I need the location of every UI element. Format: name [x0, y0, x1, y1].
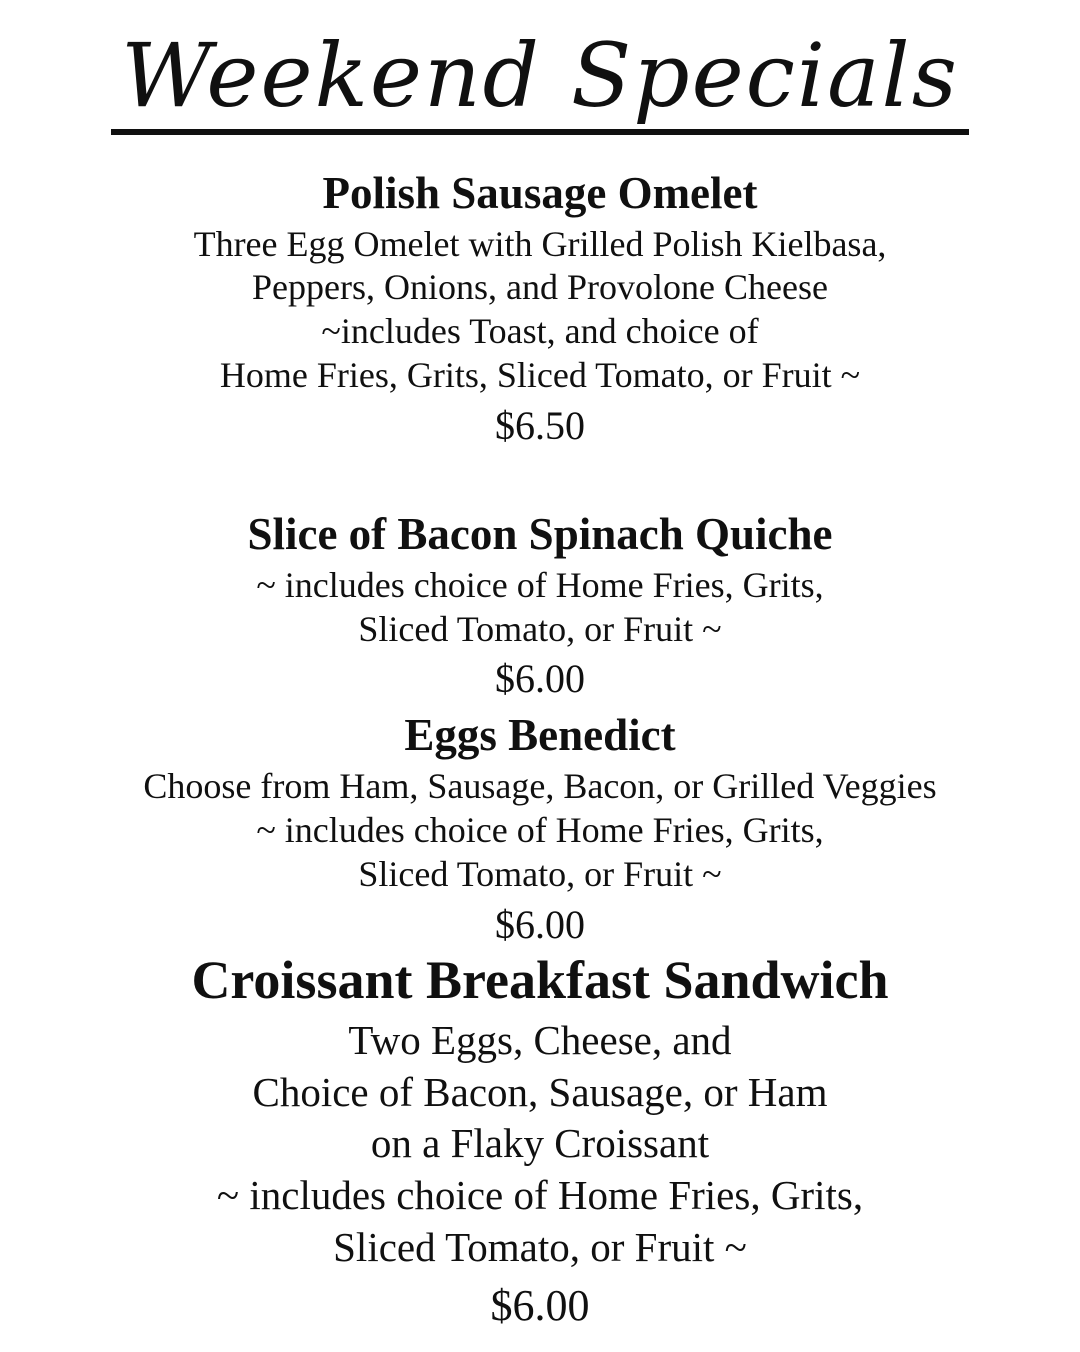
menu-item-eggs-benedict	[0, 711, 1080, 950]
menu-item-bacon-spinach-quiche	[0, 510, 1080, 705]
item-price: $6.00	[495, 901, 585, 947]
item-description-line: on a Flaky Croissant	[370, 1120, 710, 1167]
item-name: Croissant Breakfast Sandwich	[191, 949, 889, 1010]
item-description-line: Sliced Tomato, or Fruit ~	[333, 1223, 747, 1270]
item-name: Slice of Bacon Spinach Quiche	[247, 509, 833, 560]
menu-header	[0, 24, 1080, 135]
menu-title: Weekend Specials	[111, 28, 969, 135]
item-description-line: ~includes Toast, and choice of	[321, 311, 759, 352]
menu-item-polish-sausage-omelet	[0, 169, 1080, 452]
item-description-line: Sliced Tomato, or Fruit ~	[358, 853, 722, 894]
item-description-line: ~ includes choice of Home Fries, Grits,	[256, 564, 824, 605]
item-description-line: Home Fries, Grits, Sliced Tomato, or Fruit ~	[219, 355, 861, 396]
item-name: Polish Sausage Omelet	[322, 168, 758, 219]
menu-item-croissant-breakfast-sandwich	[0, 951, 1080, 1335]
item-description-line: Choice of Bacon, Sausage, or Ham	[252, 1068, 828, 1115]
item-description-line: ~ includes choice of Home Fries, Grits,	[256, 809, 824, 850]
item-description-line: Three Egg Omelet with Grilled Polish Kielbasa,	[193, 223, 887, 264]
item-name: Eggs Benedict	[404, 710, 676, 761]
item-description-line: Sliced Tomato, or Fruit ~	[358, 608, 722, 649]
item-price: $6.00	[490, 1281, 590, 1331]
item-price: $6.00	[495, 656, 585, 702]
item-description-line: Peppers, Onions, and Provolone Cheese	[252, 267, 828, 308]
item-description-line: Choose from Ham, Sausage, Bacon, or Grilled Veggies	[143, 765, 937, 806]
item-description-line: Two Eggs, Cheese, and	[348, 1017, 732, 1063]
item-description-line: ~ includes choice of Home Fries, Grits,	[216, 1171, 864, 1218]
item-price: $6.50	[495, 403, 585, 449]
